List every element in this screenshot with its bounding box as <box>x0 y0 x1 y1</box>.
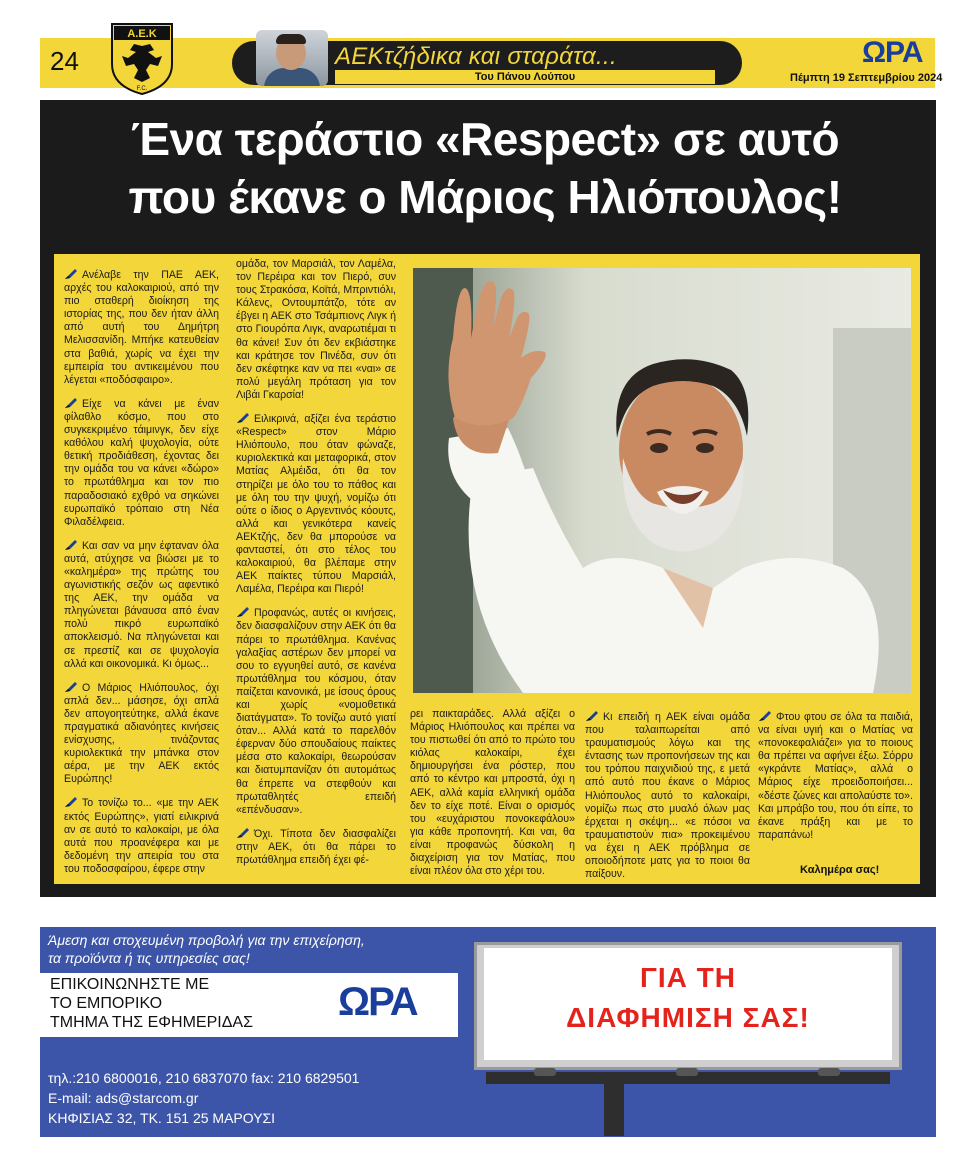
pen-icon <box>64 539 78 551</box>
headline-line-2: που έκανε ο Μάριος Ηλιόπουλος! <box>128 171 842 223</box>
headline <box>60 110 910 226</box>
billboard-lamp-icon <box>534 1068 556 1076</box>
pen-icon <box>64 681 78 693</box>
headline-line-1: Ένα τεράστιο «Respect» σε αυτό <box>130 113 840 165</box>
billboard-lamp-icon <box>818 1068 840 1076</box>
billboard-text-1: ΓΙΑ ΤΗ <box>640 962 736 993</box>
ad-email: E-mail: ads@starcom.gr <box>48 1090 199 1106</box>
signoff: Καλημέρα σας! <box>800 864 880 876</box>
paragraph: Κι επειδή η ΑΕΚ είναι ομάδα που ταλαιπωρείται από τραυματισμούς λόγω και της έντασης των προπονήσεων της και του τρόπου παιχνιδιού της, ε μετά από αυτό που έκανε ο Μάριος Ηλιόπουλος αυτό το καλοκαίρι, νομίζω πως στο μυαλό όλων μας έρχεται η σκέψη... «ε πόσοι να τραυματιστούν πια» προκειμένου να έχει η ΑΕΚ πρόβλημα σε οποιοδήποτε ματς για το ποιοι θα παίξουν. <box>585 711 750 881</box>
article-column-5 <box>758 710 913 852</box>
waving-man-image <box>413 268 911 693</box>
paragraph: Ειλικρινά, αξίζει ένα τεράστιο «Respect» στον Μάριο Ηλιόπουλο, που όταν φώναζε, κυριολεκτικά και μεταφορικά, στον Ματίας Αλμέιδα, ότι θα τον στηρίζει με όλο του το πάθος και με όλη του την ψυχή, νομίζω ότι ούτε ο ίδιος ο Αργεντινός κόουτς, αλλά και γενικότερα κανείς ΑΕΚτζής, δεν θα μπορούσε να φανταστεί, ότι στο τέλος του καλοκαιριού, θα βλέπαμε στην ΑΕΚ παίκτες τύπου Μαρσιάλ, Λαμέλα, Περέιρα και Πιερό! <box>236 413 396 596</box>
article-column-3 <box>410 708 575 888</box>
ad-address: ΚΗΦΙΣΙΑΣ 32, ΤΚ. 151 25 ΜΑΡΟΥΣΙ <box>48 1110 276 1126</box>
paragraph: Προφανώς, αυτές οι κινήσεις, δεν διασφαλίζουν στην ΑΕΚ ότι θα πάρει το πρωτάθλημα. Κανένας γαλαξίας αστέρων δεν μπορεί να σου το εγγυηθεί αυτό, σε κανένα πρωτάθλημα του κόσμου, όταν παίζεται κανονικά, με ίσους όρους και χωρίς «νομοθετικά διατάγματα». Το τονίζω αυτό γιατί όταν... Αλλά κατά το παρελθόν έφερναν δύο σπουδαίους παίκτες μέσα στο καλοκαίρι, θεωρούσαν και διατυμπανίζαν ότι αυτομάτως θα έπρεπε να στεφθούν και πρωταθλητές επειδή «επένδυσαν». <box>236 607 396 816</box>
paragraph: ομάδα, τον Μαρσιάλ, τον Λαμέλα, τον Περέιρα και τον Πιερό, συν τους Στρακόσα, Κοϊτά, Μπριντιόλι, Κάλενς, Οντουμπάτζο, τότε αν έβγει η ΑΕΚ στο Τσάμπιονς Λιγκ ή στο Γιουρόπα Λιγκ, αναρωτιέμαι τι θα κάνει! Συν ότι δεν εκβιάστηκε και κράτησε τον Πινέδα, συν ότι δεν σκέφτηκε καν να πει «ναι» σε πολύ μεγάλη πρόταση για τον Λιβάι Γκαρσία! <box>236 258 396 401</box>
pen-icon <box>758 710 772 722</box>
issue-date: Πέμπτη 19 Σεπτεμβρίου 2024 <box>790 72 943 84</box>
article-column-4 <box>585 710 750 891</box>
pen-icon <box>585 710 599 722</box>
pen-icon <box>236 827 250 839</box>
article-photo <box>413 268 911 693</box>
ad-contact-text: ΕΠΙΚΟΙΝΩΝΗΣΤΕ ΜΕ ΤΟ ΕΜΠΟΡΙΚΟ ΤΜΗΜΑ ΤΗΣ ΕΦΗΜΕΡΙΔΑΣ <box>50 976 253 1031</box>
crest-subtext: F.C. <box>136 86 148 92</box>
paragraph: Το τονίζω το... «με την ΑΕΚ εκτός Ευρώπης», γιατί ειλικρινά αν σε αυτό το καλοκαίρι, με όλα αυτά που προανέφερα και με δεδομένη την απειρία του στα του ποδοσφαίρου, έφερε στην <box>64 797 219 875</box>
billboard-text-2: ΔΙΑΦΗΜΙΣΗ ΣΑΣ! <box>566 1002 810 1033</box>
ad-ora-logo: ΩΡΑ <box>338 980 417 1024</box>
pen-icon <box>64 796 78 808</box>
paragraph: Και σαν να μην έφταναν όλα αυτά, ατύχησε να βιώσει με το «καλημέρα» της πρώτης του αγωνιστικής σεζόν ως αφεντικό της ΑΕΚ, την ομάδα να πληγώνεται βάναυσα από έναν πολύ πικρό ευρωπαϊκό αποκλεισμό. Να πληγώνεται και σε πρεστίζ και σε ψυχολογία αλλά και οικονομικά. Κι όμως... <box>64 539 219 670</box>
article-column-1 <box>64 268 219 886</box>
page-number: 24 <box>50 46 79 76</box>
pen-icon <box>64 397 78 409</box>
article-column-2 <box>236 258 396 877</box>
column-title: ΑΕΚτζήδικα και σταράτα... <box>335 43 617 70</box>
paragraph: Ο Μάριος Ηλιόπουλος, όχι απλά δεν... μάσησε, όχι απλά δεν απογοητεύτηκε, αλλά έκανε πραγματικά αδιανόητες κινήσεις ενίσχυσης, τινάζοντας κυριολεκτικά την μπάνκα στον αέρα, με την ΑΕΚ εκτός Ευρώπης! <box>64 681 219 786</box>
ad-phone: τηλ.:210 6800016, 210 6837070 fax: 210 6829501 <box>48 1070 360 1086</box>
pen-icon <box>236 606 250 618</box>
paragraph: Όχι. Τίποτα δεν διασφαλίζει στην ΑΕΚ, ότι θα πάρει το πρωτάθλημα επειδή έχει φέ- <box>236 827 396 867</box>
paragraph: Ανέλαβε την ΠΑΕ ΑΕΚ, αρχές του καλοκαιριού, από την πιο σταθερή διοίκηση της ιστορίας της, που δεν ήταν άλλη από αυτή του Δημήτρη Μελισσανίδη. Μπήκε κατευθείαν στα βαθιά, χωρίς να έχει την εμπειρία του αντικειμένου που λέγεται «ποδόσφαιρο». <box>64 269 219 386</box>
column-author: Του Πάνου Λούπου <box>474 71 576 83</box>
paragraph: ρει παικταράδες. Αλλά αξίζει ο Μάριος Ηλιόπουλος και πρέπει να του πιστωθεί ότι από το πρώτο του κιόλας καλοκαίρι, έχει δημιουργήσει ένα ρόστερ, που από το κέντρο και μπροστά, όχι η ΑΕΚ, αλλά καμία ελληνική ομάδα δεν το είχε ποτέ. Είναι ο ορισμός του «ευχάριστου πονοκεφάλου» για κάθε προπονητή. Και ναι, θα είναι προφανώς δύσκολη η διαχείριση για τον Ματίας, που είναι πλέον όλα στο χέρι του. <box>410 708 575 878</box>
ad-tagline-2: τα προϊόντα ή τις υπηρεσίες σας! <box>48 950 250 966</box>
paragraph: Φτου φτου σε όλα τα παιδιά, να είναι υγιή και ο Ματίας να «πονοκεφαλιάζει» για το ποιους θα πρέπει να αφήνει έξω. Σόρρυ «γκράντε Ματίας», αλλά ο Μάριος είχε προειδοποιήσει... «δέστε ζώνες και απολαύστε το». Και μπράβο του, που ότι είπε, το έκανε πράξη και με το παραπάνω! <box>758 711 913 841</box>
aek-crest-icon <box>108 20 176 96</box>
paragraph: Είχε να κάνει με έναν φίλαθλο κόσμο, που στο συγκεκριμένο τάιμινγκ, δεν είχε καθόλου καλή ψυχολογία, ούτε θετική προδιάθεση, έχοντας δει την ομάδα του να κάνει «δώρο» το πρωτάθλημα και τον πιο παραδοσιακό εχθρό να σηκώνει ευρωπαϊκό τρόπαιο στη Νέα Φιλαδέλφεια. <box>64 397 219 528</box>
author-photo <box>256 30 328 86</box>
billboard-pole <box>604 1084 624 1136</box>
billboard-lamp-icon <box>676 1068 698 1076</box>
crest-text: Α.Ε.Κ <box>127 28 157 40</box>
ad-tagline-1: Άμεση και στοχευμένη προβολή για την επιχείρηση, <box>48 932 365 948</box>
pen-icon <box>64 268 78 280</box>
pen-icon <box>236 412 250 424</box>
ora-logo: ΩΡΑ <box>862 36 923 69</box>
